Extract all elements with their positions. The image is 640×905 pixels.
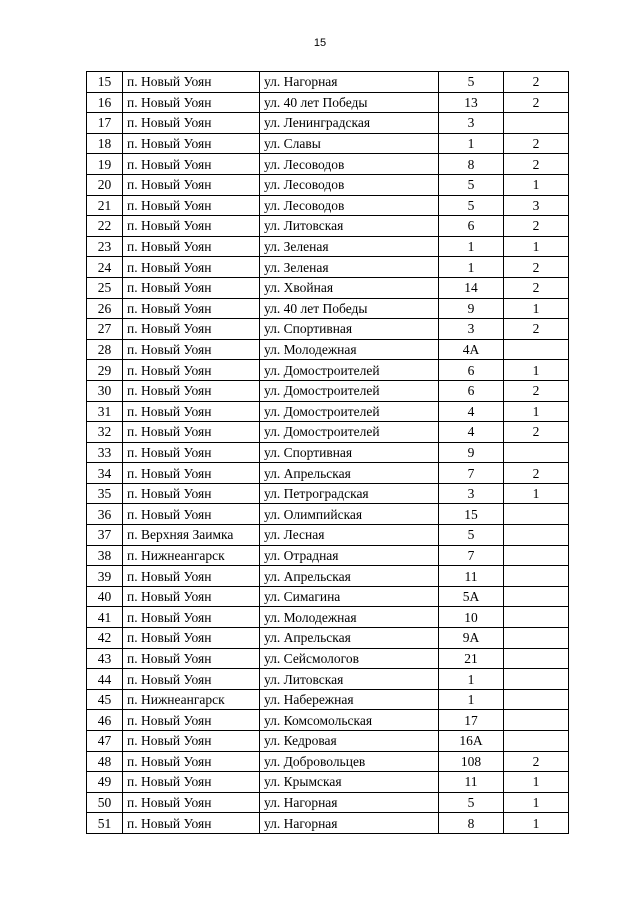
settlement-cell: п. Новый Уоян xyxy=(123,566,260,587)
settlement-cell: п. Новый Уоян xyxy=(123,92,260,113)
count-cell: 2 xyxy=(504,380,569,401)
table-row xyxy=(87,298,569,319)
street-cell: ул. 40 лет Победы xyxy=(260,298,439,319)
row-number-cell: 26 xyxy=(87,298,123,319)
table-row xyxy=(87,133,569,154)
count-cell xyxy=(504,669,569,690)
settlement-cell: п. Новый Уоян xyxy=(123,751,260,772)
row-number-cell: 36 xyxy=(87,504,123,525)
row-number-cell: 40 xyxy=(87,586,123,607)
street-cell: ул. Нагорная xyxy=(260,813,439,834)
row-number-cell: 47 xyxy=(87,731,123,752)
row-number-cell: 32 xyxy=(87,422,123,443)
house-number-cell: 16А xyxy=(439,731,504,752)
row-number-cell: 27 xyxy=(87,319,123,340)
count-cell xyxy=(504,710,569,731)
house-number-cell: 3 xyxy=(439,483,504,504)
table-row xyxy=(87,669,569,690)
settlement-cell: п. Новый Уоян xyxy=(123,586,260,607)
table-row xyxy=(87,504,569,525)
settlement-cell: п. Новый Уоян xyxy=(123,216,260,237)
row-number-cell: 25 xyxy=(87,277,123,298)
count-cell: 2 xyxy=(504,463,569,484)
street-cell: ул. Кедровая xyxy=(260,731,439,752)
row-number-cell: 29 xyxy=(87,360,123,381)
house-number-cell: 21 xyxy=(439,648,504,669)
count-cell: 1 xyxy=(504,792,569,813)
street-cell: ул. Спортивная xyxy=(260,442,439,463)
street-cell: ул. Лесоводов xyxy=(260,154,439,175)
count-cell xyxy=(504,648,569,669)
count-cell xyxy=(504,545,569,566)
table-row xyxy=(87,154,569,175)
house-number-cell: 1 xyxy=(439,257,504,278)
count-cell: 2 xyxy=(504,72,569,93)
row-number-cell: 21 xyxy=(87,195,123,216)
settlement-cell: п. Новый Уоян xyxy=(123,298,260,319)
settlement-cell: п. Новый Уоян xyxy=(123,731,260,752)
house-number-cell: 3 xyxy=(439,113,504,134)
table-row xyxy=(87,813,569,834)
count-cell: 1 xyxy=(504,360,569,381)
street-cell: ул. Крымская xyxy=(260,772,439,793)
count-cell xyxy=(504,628,569,649)
row-number-cell: 51 xyxy=(87,813,123,834)
street-cell: ул. Набережная xyxy=(260,689,439,710)
house-number-cell: 1 xyxy=(439,669,504,690)
settlement-cell: п. Новый Уоян xyxy=(123,360,260,381)
count-cell: 2 xyxy=(504,154,569,175)
count-cell: 1 xyxy=(504,174,569,195)
settlement-cell: п. Новый Уоян xyxy=(123,113,260,134)
row-number-cell: 41 xyxy=(87,607,123,628)
house-number-cell: 1 xyxy=(439,133,504,154)
settlement-cell: п. Новый Уоян xyxy=(123,195,260,216)
count-cell: 1 xyxy=(504,401,569,422)
house-number-cell: 108 xyxy=(439,751,504,772)
street-cell: ул. Лесная xyxy=(260,525,439,546)
table-row xyxy=(87,731,569,752)
count-cell xyxy=(504,607,569,628)
address-table xyxy=(86,71,569,834)
count-cell xyxy=(504,339,569,360)
street-cell: ул. Домостроителей xyxy=(260,401,439,422)
house-number-cell: 9 xyxy=(439,298,504,319)
count-cell xyxy=(504,731,569,752)
house-number-cell: 1 xyxy=(439,236,504,257)
row-number-cell: 49 xyxy=(87,772,123,793)
house-number-cell: 11 xyxy=(439,772,504,793)
settlement-cell: п. Новый Уоян xyxy=(123,463,260,484)
table-row xyxy=(87,422,569,443)
table-row xyxy=(87,72,569,93)
row-number-cell: 45 xyxy=(87,689,123,710)
settlement-cell: п. Новый Уоян xyxy=(123,154,260,175)
settlement-cell: п. Верхняя Заимка xyxy=(123,525,260,546)
street-cell: ул. Домостроителей xyxy=(260,360,439,381)
street-cell: ул. Зеленая xyxy=(260,257,439,278)
row-number-cell: 42 xyxy=(87,628,123,649)
house-number-cell: 9 xyxy=(439,442,504,463)
settlement-cell: п. Новый Уоян xyxy=(123,813,260,834)
row-number-cell: 15 xyxy=(87,72,123,93)
table-row xyxy=(87,360,569,381)
settlement-cell: п. Нижнеангарск xyxy=(123,545,260,566)
row-number-cell: 50 xyxy=(87,792,123,813)
settlement-cell: п. Новый Уоян xyxy=(123,648,260,669)
row-number-cell: 35 xyxy=(87,483,123,504)
table-row xyxy=(87,257,569,278)
street-cell: ул. Ленинградская xyxy=(260,113,439,134)
house-number-cell: 6 xyxy=(439,360,504,381)
table-row xyxy=(87,319,569,340)
count-cell xyxy=(504,586,569,607)
row-number-cell: 30 xyxy=(87,380,123,401)
street-cell: ул. Лесоводов xyxy=(260,174,439,195)
house-number-cell: 4 xyxy=(439,422,504,443)
settlement-cell: п. Новый Уоян xyxy=(123,401,260,422)
house-number-cell: 1 xyxy=(439,689,504,710)
street-cell: ул. Симагина xyxy=(260,586,439,607)
street-cell: ул. 40 лет Победы xyxy=(260,92,439,113)
row-number-cell: 33 xyxy=(87,442,123,463)
house-number-cell: 7 xyxy=(439,545,504,566)
table-row xyxy=(87,483,569,504)
row-number-cell: 23 xyxy=(87,236,123,257)
settlement-cell: п. Новый Уоян xyxy=(123,277,260,298)
table-row xyxy=(87,174,569,195)
row-number-cell: 39 xyxy=(87,566,123,587)
table-row xyxy=(87,195,569,216)
street-cell: ул. Лесоводов xyxy=(260,195,439,216)
count-cell xyxy=(504,113,569,134)
table-row xyxy=(87,751,569,772)
street-cell: ул. Славы xyxy=(260,133,439,154)
row-number-cell: 31 xyxy=(87,401,123,422)
row-number-cell: 22 xyxy=(87,216,123,237)
count-cell xyxy=(504,689,569,710)
table-row xyxy=(87,113,569,134)
house-number-cell: 5 xyxy=(439,792,504,813)
count-cell xyxy=(504,504,569,525)
table-row xyxy=(87,628,569,649)
settlement-cell: п. Новый Уоян xyxy=(123,174,260,195)
street-cell: ул. Сейсмологов xyxy=(260,648,439,669)
table-row xyxy=(87,216,569,237)
count-cell xyxy=(504,525,569,546)
row-number-cell: 19 xyxy=(87,154,123,175)
house-number-cell: 11 xyxy=(439,566,504,587)
count-cell: 2 xyxy=(504,133,569,154)
street-cell: ул. Добровольцев xyxy=(260,751,439,772)
count-cell: 1 xyxy=(504,236,569,257)
street-cell: ул. Спортивная xyxy=(260,319,439,340)
row-number-cell: 17 xyxy=(87,113,123,134)
house-number-cell: 5 xyxy=(439,174,504,195)
settlement-cell: п. Новый Уоян xyxy=(123,422,260,443)
house-number-cell: 4А xyxy=(439,339,504,360)
house-number-cell: 5 xyxy=(439,195,504,216)
settlement-cell: п. Новый Уоян xyxy=(123,133,260,154)
house-number-cell: 7 xyxy=(439,463,504,484)
table-row xyxy=(87,339,569,360)
count-cell: 1 xyxy=(504,298,569,319)
row-number-cell: 24 xyxy=(87,257,123,278)
house-number-cell: 3 xyxy=(439,319,504,340)
address-table-body xyxy=(87,72,569,834)
settlement-cell: п. Новый Уоян xyxy=(123,628,260,649)
street-cell: ул. Домостроителей xyxy=(260,422,439,443)
table-row xyxy=(87,545,569,566)
table-row xyxy=(87,525,569,546)
row-number-cell: 48 xyxy=(87,751,123,772)
table-row xyxy=(87,401,569,422)
street-cell: ул. Нагорная xyxy=(260,792,439,813)
count-cell: 2 xyxy=(504,751,569,772)
house-number-cell: 4 xyxy=(439,401,504,422)
house-number-cell: 6 xyxy=(439,216,504,237)
settlement-cell: п. Новый Уоян xyxy=(123,772,260,793)
street-cell: ул. Отрадная xyxy=(260,545,439,566)
settlement-cell: п. Новый Уоян xyxy=(123,257,260,278)
table-row xyxy=(87,380,569,401)
street-cell: ул. Апрельская xyxy=(260,566,439,587)
table-row xyxy=(87,792,569,813)
settlement-cell: п. Нижнеангарск xyxy=(123,689,260,710)
row-number-cell: 34 xyxy=(87,463,123,484)
row-number-cell: 38 xyxy=(87,545,123,566)
house-number-cell: 5 xyxy=(439,525,504,546)
count-cell: 2 xyxy=(504,277,569,298)
house-number-cell: 8 xyxy=(439,154,504,175)
settlement-cell: п. Новый Уоян xyxy=(123,380,260,401)
table-row xyxy=(87,648,569,669)
settlement-cell: п. Новый Уоян xyxy=(123,72,260,93)
settlement-cell: п. Новый Уоян xyxy=(123,319,260,340)
street-cell: ул. Молодежная xyxy=(260,607,439,628)
house-number-cell: 17 xyxy=(439,710,504,731)
count-cell: 2 xyxy=(504,92,569,113)
count-cell xyxy=(504,566,569,587)
row-number-cell: 43 xyxy=(87,648,123,669)
table-row xyxy=(87,277,569,298)
count-cell: 1 xyxy=(504,813,569,834)
house-number-cell: 9А xyxy=(439,628,504,649)
count-cell: 3 xyxy=(504,195,569,216)
settlement-cell: п. Новый Уоян xyxy=(123,339,260,360)
row-number-cell: 20 xyxy=(87,174,123,195)
table-row xyxy=(87,607,569,628)
page-number: 15 xyxy=(313,37,327,49)
row-number-cell: 18 xyxy=(87,133,123,154)
street-cell: ул. Олимпийская xyxy=(260,504,439,525)
house-number-cell: 5А xyxy=(439,586,504,607)
count-cell xyxy=(504,442,569,463)
street-cell: ул. Петроградская xyxy=(260,483,439,504)
street-cell: ул. Нагорная xyxy=(260,72,439,93)
settlement-cell: п. Новый Уоян xyxy=(123,236,260,257)
settlement-cell: п. Новый Уоян xyxy=(123,792,260,813)
settlement-cell: п. Новый Уоян xyxy=(123,710,260,731)
table-row xyxy=(87,92,569,113)
street-cell: ул. Молодежная xyxy=(260,339,439,360)
count-cell: 2 xyxy=(504,422,569,443)
settlement-cell: п. Новый Уоян xyxy=(123,483,260,504)
street-cell: ул. Апрельская xyxy=(260,463,439,484)
row-number-cell: 16 xyxy=(87,92,123,113)
street-cell: ул. Комсомольская xyxy=(260,710,439,731)
settlement-cell: п. Новый Уоян xyxy=(123,607,260,628)
house-number-cell: 15 xyxy=(439,504,504,525)
settlement-cell: п. Новый Уоян xyxy=(123,442,260,463)
settlement-cell: п. Новый Уоян xyxy=(123,669,260,690)
row-number-cell: 46 xyxy=(87,710,123,731)
street-cell: ул. Литовская xyxy=(260,216,439,237)
count-cell: 2 xyxy=(504,216,569,237)
table-row xyxy=(87,586,569,607)
table-row xyxy=(87,566,569,587)
house-number-cell: 10 xyxy=(439,607,504,628)
street-cell: ул. Зеленая xyxy=(260,236,439,257)
count-cell: 1 xyxy=(504,772,569,793)
row-number-cell: 37 xyxy=(87,525,123,546)
house-number-cell: 13 xyxy=(439,92,504,113)
table-row xyxy=(87,710,569,731)
house-number-cell: 8 xyxy=(439,813,504,834)
street-cell: ул. Домостроителей xyxy=(260,380,439,401)
row-number-cell: 28 xyxy=(87,339,123,360)
house-number-cell: 14 xyxy=(439,277,504,298)
table-row xyxy=(87,442,569,463)
street-cell: ул. Литовская xyxy=(260,669,439,690)
row-number-cell: 44 xyxy=(87,669,123,690)
table-row xyxy=(87,236,569,257)
street-cell: ул. Апрельская xyxy=(260,628,439,649)
table-row xyxy=(87,689,569,710)
settlement-cell: п. Новый Уоян xyxy=(123,504,260,525)
house-number-cell: 5 xyxy=(439,72,504,93)
table-row xyxy=(87,463,569,484)
count-cell: 2 xyxy=(504,319,569,340)
count-cell: 2 xyxy=(504,257,569,278)
table-row xyxy=(87,772,569,793)
street-cell: ул. Хвойная xyxy=(260,277,439,298)
house-number-cell: 6 xyxy=(439,380,504,401)
count-cell: 1 xyxy=(504,483,569,504)
